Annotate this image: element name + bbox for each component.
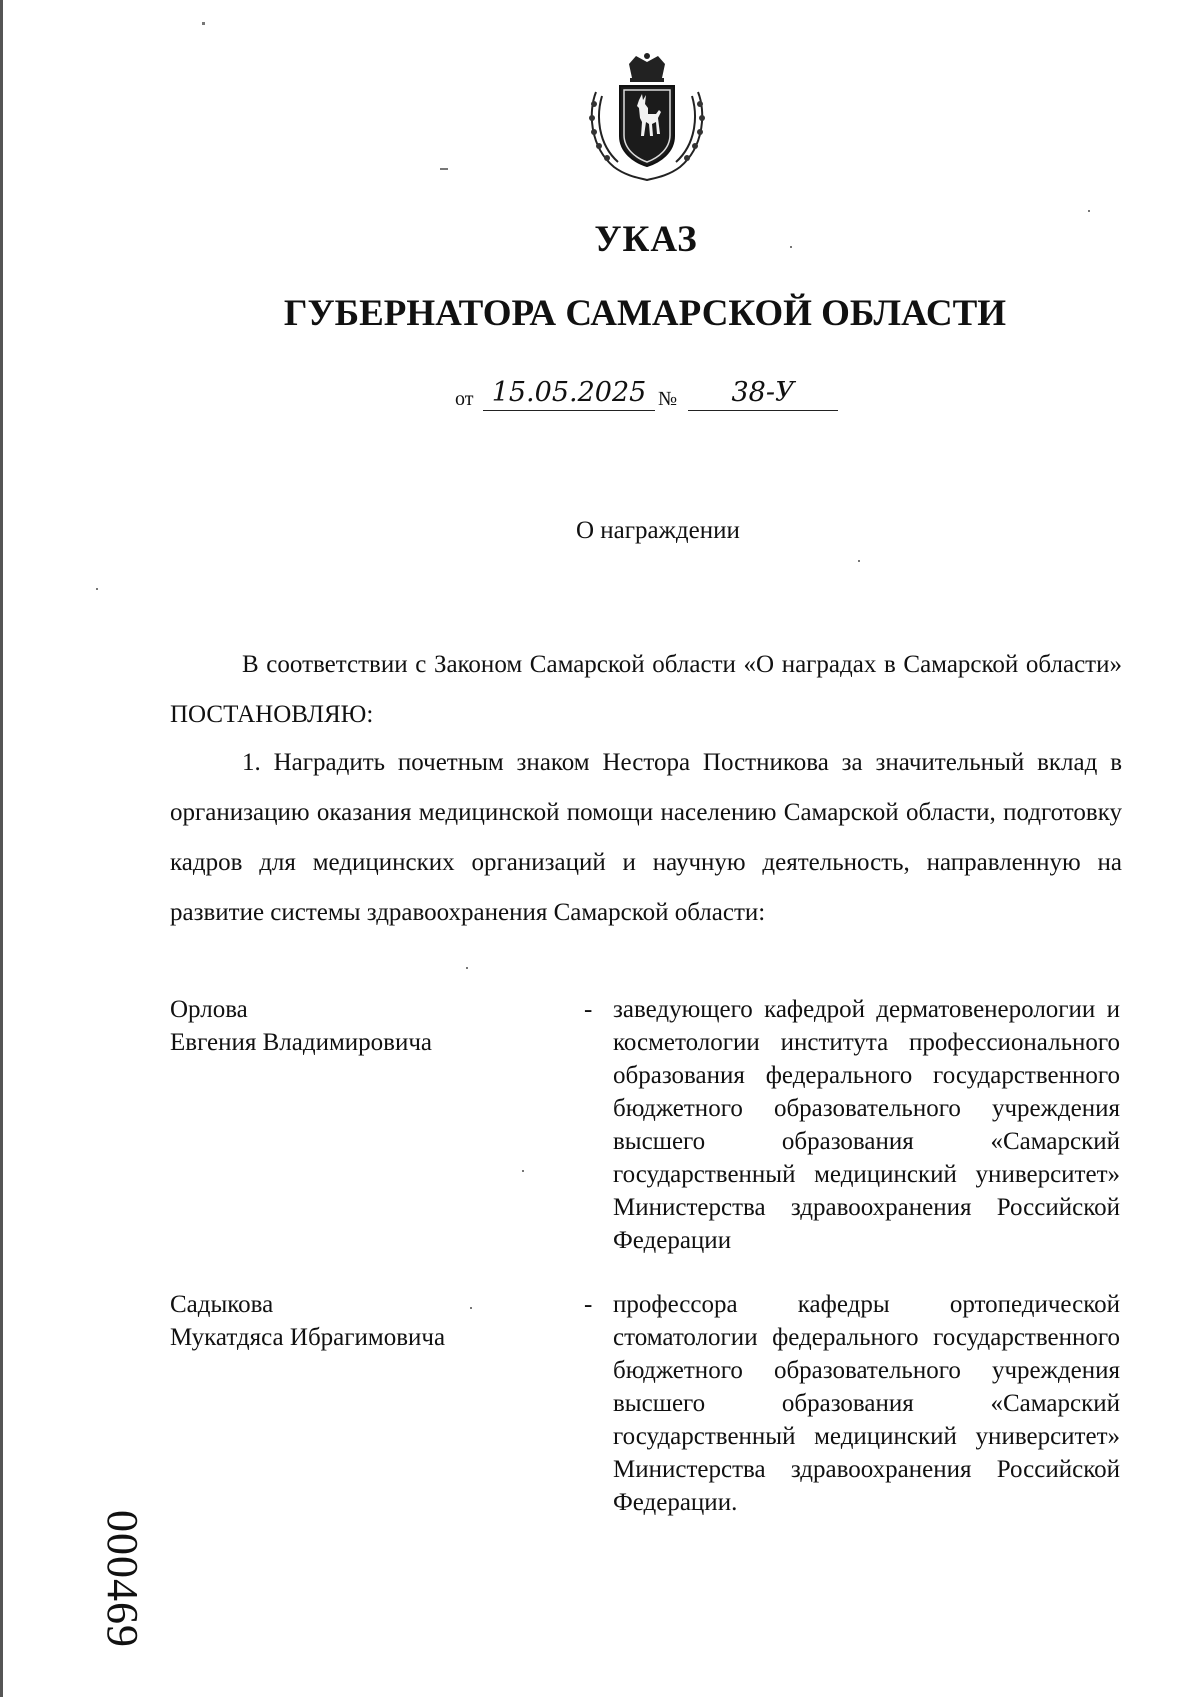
samara-region-coat-of-arms-icon <box>584 52 710 182</box>
scan-speck <box>466 967 468 969</box>
awardee-dash: - <box>584 1291 593 1318</box>
scan-speck <box>440 168 448 170</box>
awardee-dash: - <box>584 996 593 1023</box>
scan-speck <box>1088 210 1090 212</box>
awardee-position: профессора кафедры ортопедической стоматологии федерального государственного бюджетного образовательного учреждения высшего образования «Самарский государственный медицинский университет» Министерства здравоохранения Российской Федерации. <box>613 1291 1120 1516</box>
handwritten-date: 15.05.2025 <box>483 378 655 411</box>
subject-line: О награждении <box>576 517 740 544</box>
awardee-given-names: Мукатдяса Ибрагимовича <box>170 1324 446 1351</box>
document-title: УКАЗ <box>594 219 698 260</box>
number-prefix: № <box>658 388 678 410</box>
issuer-title: ГУБЕРНАТОРА САМАРСКОЙ ОБЛАСТИ <box>283 293 1007 334</box>
awardee-name <box>170 993 570 1059</box>
awardee-surname: Орлова <box>170 996 248 1023</box>
scan-speck <box>470 1307 472 1309</box>
awardee-name <box>170 1288 570 1354</box>
scan-speck <box>202 22 205 25</box>
date-prefix: от <box>455 388 474 410</box>
awardee-position: заведующего кафедрой дерматовенерологии и косметологии института профессионального образования федерального государственного бюджетного образовательного учреждения высшего образования «Самарский государственный медицинский университет» Министерства здравоохранения Российской Федерации <box>613 996 1120 1254</box>
awardee-given-names: Евгения Владимировича <box>170 1029 432 1056</box>
scan-speck <box>522 1170 524 1172</box>
item-1-paragraph: 1. Наградить почетным знаком Нестора Постникова за значительный вклад в организацию оказания медицинской помощи населению Самарской области, подготовку кадров для медицинских организаций и научную деятельность, направленную на развитие системы здравоохранения Самарской области: <box>170 749 1122 926</box>
preamble-paragraph: В соответствии с Законом Самарской области «О наградах в Самарской области» ПОСТАНОВЛЯЮ: <box>170 651 1122 728</box>
scan-speck <box>96 588 98 590</box>
handwritten-number: 38-У <box>688 378 838 411</box>
date-number-line <box>455 378 855 408</box>
serial-number: 000469 <box>98 1510 147 1648</box>
awardee-surname: Садыкова <box>170 1291 274 1318</box>
scan-speck <box>790 246 792 248</box>
scan-speck <box>858 560 860 562</box>
